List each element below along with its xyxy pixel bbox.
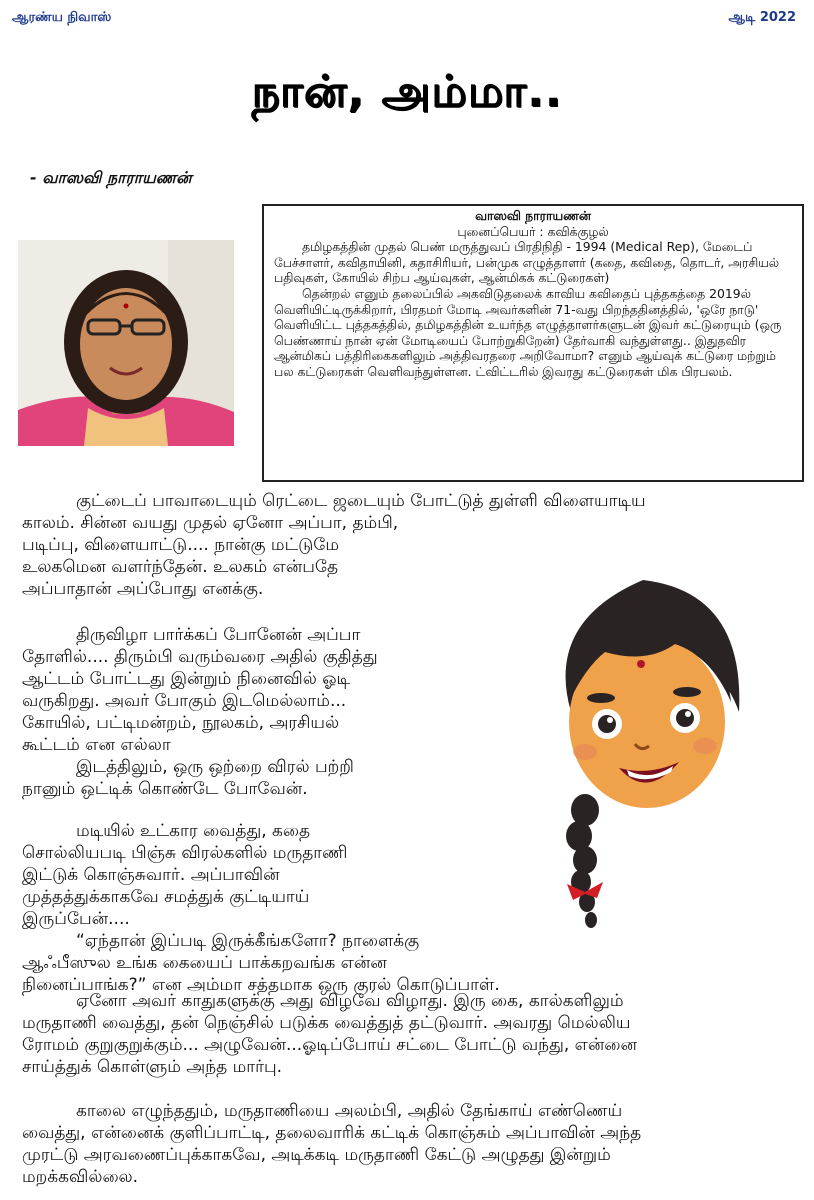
text-line: முரட்டு அரவணைப்புக்காகவே, அடிக்கடி மருதாணி கேட்டு அழுதது இன்றும் — [22, 1145, 611, 1165]
article-paragraph-4 — [22, 990, 802, 1078]
bio-paragraph: தென்றல் எனும் தலைப்பில் அகவிடுதலைக் காவிய கவிதைப் புத்தகத்தை 2019ல் வெளியிட்டிருக்கிறார், பிரதமர் மோடி அவர்களின் 71-வது பிறந்ததினத்தில், 'ஒரே நாடு' வெளியிட்ட புத்தகத்தில், தமிழகத்தின் உயர்ந்த எழுத்தாளர்களுடன் இவர் கட்டுரையும் (ஒரு பெண்ணாய் நான் ஏன் மோடியைப் போற்றுகிறேன்) தேர்வாகி வந்துள்ளது.. இதுதவிர ஆன்மிகப் பத்திரிகைகளிலும் அத்திவரதரை அறிவோமா? எனும் ஆய்வுக் கட்டுரை மற்றும் பல கட்டுரைகள் வெளிவந்துள்ளன. ட்விட்டரில் இவரது கட்டுரைகள் மிக பிரபலம். — [274, 285, 782, 379]
text-line: கோயில், பட்டிமன்றம், நூலகம், அரசியல் — [22, 713, 340, 733]
article-paragraph-5 — [22, 1100, 802, 1188]
text-line: வருகிறது. அவர் போகும் இடமெல்லாம்... — [22, 691, 347, 711]
text-line: உலகமென வளர்ந்தேன். உலகம் என்பதே — [22, 557, 339, 577]
bio-pen-name: புனைப்பெயர் : கவிக்குழல் — [457, 223, 609, 239]
text-line: படிப்பு, விளையாட்டு.... நான்கு மட்டுமே — [22, 535, 340, 555]
author-photo — [18, 240, 234, 446]
text-line: ஏனோ அவர் காதுகளுக்கு அது விழவே விழாது. இரு கை, கால்களிலும் — [76, 991, 624, 1011]
author-byline: - வாஸவி நாராயணன் — [30, 168, 192, 187]
text-line: சொல்லியபடி பிஞ்சு விரல்களில் மருதாணி — [22, 843, 348, 863]
text-line: வைத்து, என்னைக் குளிப்பாட்டி, தலைவாரிக் கட்டிக் கொஞ்சும் அப்பாவின் அந்த — [22, 1123, 642, 1143]
text-line: காலம். சின்ன வயது முதல் ஏனோ அப்பா, தம்பி, — [22, 513, 399, 533]
text-line: நானும் ஒட்டிக் கொண்டே போவேன். — [22, 779, 308, 799]
text-line: இருப்பேன்.... — [22, 909, 130, 929]
issue-date: ஆடி 2022 — [728, 10, 796, 25]
bio-name: வாஸவி நாராயணன் — [475, 208, 591, 223]
text-line: ஆஃபீஸுல உங்க கையைப் பாக்கறவங்க என்ன — [22, 953, 387, 973]
text-line: இடத்திலும், ஒரு ஒற்றை விரல் பற்றி — [76, 757, 354, 777]
author-bio-box — [262, 204, 804, 482]
text-line: நினைப்பாங்க?” என அம்மா சத்தமாக ஒரு குரல் கொடுப்பாள். — [22, 975, 500, 995]
text-line: ஆட்டம் போட்டது இன்றும் நினைவில் ஓடி — [22, 669, 351, 689]
text-line: தோளில்.... திரும்பி வரும்வரை அதில் குதித்து — [22, 647, 378, 667]
text-line: திருவிழா பார்க்கப் போனேன் அப்பா — [76, 625, 361, 645]
text-line: அப்பாதான் அப்போது எனக்கு. — [22, 579, 264, 599]
text-line: மறக்கவில்லை. — [22, 1167, 139, 1187]
text-line: மடியில் உட்கார வைத்து, கதை — [76, 821, 311, 841]
text-line: மருதாணி வைத்து, தன் நெஞ்சில் படுக்க வைத்துத் தட்டுவார். அவரது மெல்லிய — [22, 1013, 631, 1033]
text-line: ரோமம் குறுகுறுக்கும்... அழுவேன்...ஓடிப்போய் சட்டை போட்டு வந்து, என்னை — [22, 1035, 637, 1055]
text-line: கூட்டம் என எல்லா — [22, 735, 171, 755]
article-title: நான், அம்மா.. — [251, 66, 563, 117]
text-line: சாய்த்துக் கொள்ளும் அந்த மார்பு. — [22, 1057, 283, 1077]
bio-paragraph: தமிழகத்தின் முதல் பெண் மருத்துவப் பிரதிநிதி - 1994 (Medical Rep), மேடைப் பேச்சாளர், கவிதாயினி, கதாசிரியர், பன்முக எழுத்தாளர் (கதை, கவிதை, தொடர், அரசியல் பதிவுகள், கோயில் சிற்ப ஆய்வுகள், ஆன்மிகக் கட்டுரைகள்) — [274, 239, 780, 286]
text-line: காலை எழுந்ததும், மருதாணியை அலம்பி, அதில் தேங்காய் எண்ணெய் — [76, 1101, 623, 1121]
text-line: குட்டைப் பாவாடையும் ரெட்டை ஜடையும் போட்டுத் துள்ளி விளையாடிய — [76, 491, 646, 511]
article-paragraph-2 — [22, 624, 522, 800]
text-line: “ஏந்தான் இப்படி இருக்கீங்களோ? நாளைக்கு — [76, 931, 420, 951]
cartoon-girl-illustration — [535, 552, 757, 932]
text-line: இட்டுக் கொஞ்சுவார். அப்பாவின் — [22, 865, 280, 885]
text-line: முத்தத்துக்காகவே சமத்துக் குட்டியாய் — [22, 887, 310, 907]
magazine-name: ஆரண்ய நிவாஸ் — [12, 10, 112, 25]
